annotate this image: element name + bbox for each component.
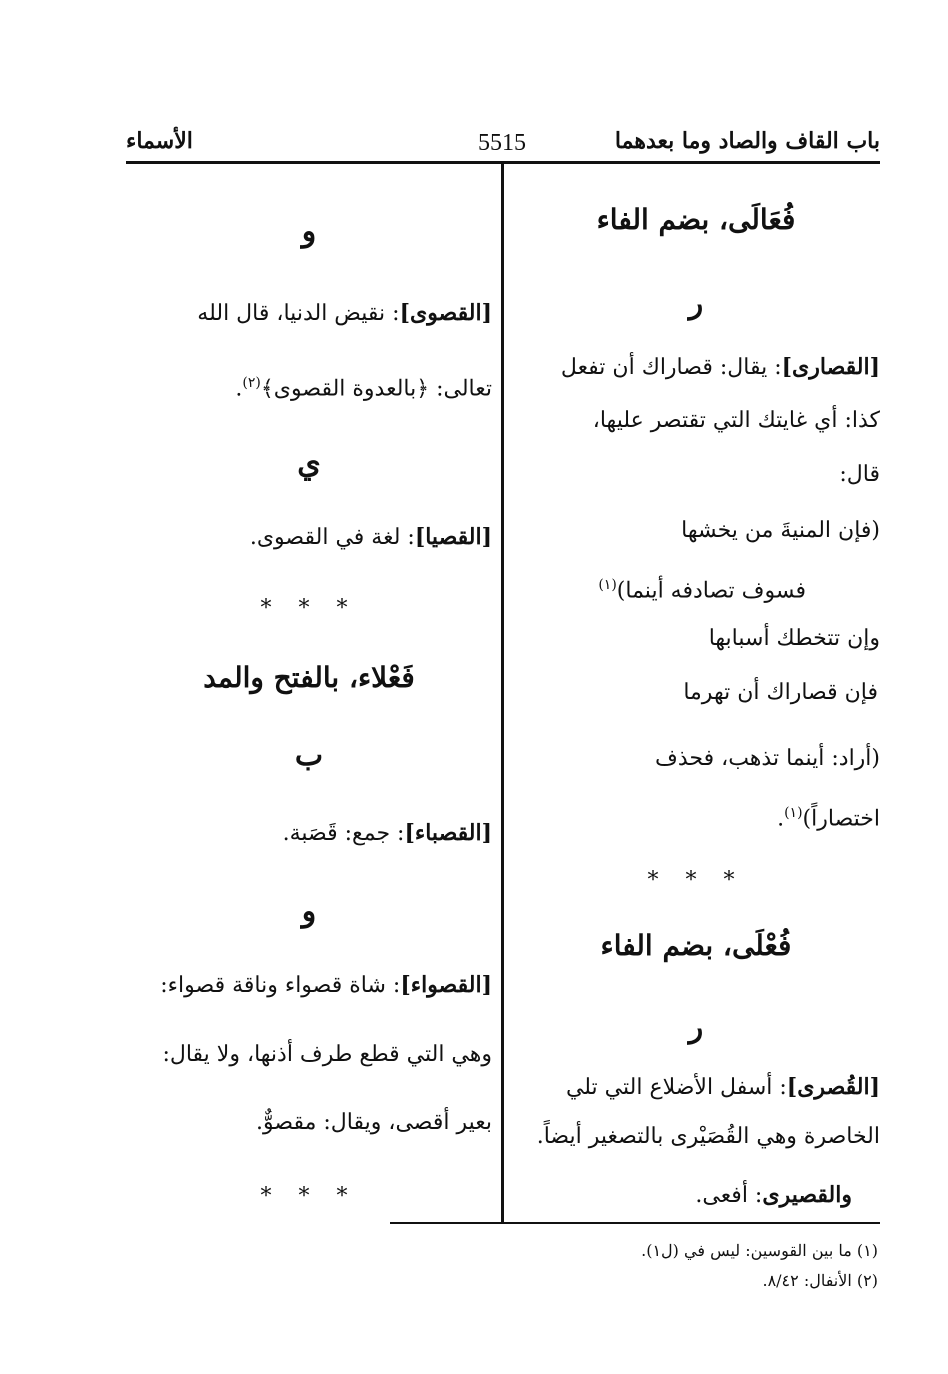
entry-line [283, 818, 492, 849]
entry-term: [القصيا] [414, 524, 492, 550]
entry-line [250, 522, 492, 553]
entry-line [235, 368, 492, 404]
footnote-ref: (١) [598, 577, 617, 593]
section-separator: * * * [260, 1184, 358, 1209]
entry-line: بعير أقصى، ويقال: مقصوٌّ. [256, 1110, 492, 1135]
running-header [120, 128, 880, 164]
entry-line [160, 970, 492, 1001]
entry-text: : أفعى. [695, 1183, 763, 1208]
entry-text: : شاة قصواء وناقة قصواء: [160, 973, 401, 998]
footnotes [378, 1236, 878, 1296]
pattern-heading: فَعْلاء، بالفتح والمد [203, 661, 415, 694]
verse-text: فسوف تصادفه أينما) [616, 578, 806, 604]
entry-text: اختصاراً) [802, 806, 880, 832]
footnote: (٢) الأنفال: ٨/٤٢. [762, 1271, 878, 1290]
section-separator: * * * [647, 868, 745, 893]
pattern-heading: فُعَالَى، بضم الفاء [596, 203, 796, 236]
root-letter: ر [688, 286, 704, 321]
entry-term: والقصيرى [762, 1182, 852, 1208]
verse-line: فإن قصاراك أن تهرما [683, 680, 878, 705]
verse-line: (فإن المنيةَ من يخشها [681, 518, 880, 543]
root-letter: ب [294, 738, 324, 773]
entry-text: : نقيض الدنيا، قال الله [197, 301, 400, 326]
footnote-ref: (٢) [242, 375, 261, 391]
entry-text: . [777, 806, 785, 832]
entry-line [777, 798, 880, 834]
entry-text: : يقال: قصاراك أن تفعل [560, 355, 782, 380]
verse-line [598, 570, 806, 606]
entry-text: تعالى: ﴿بالعدوة القصوى﴾ [260, 376, 492, 402]
entry-term: [القصارى] [781, 354, 880, 380]
entry-text: . [235, 376, 243, 402]
entry-line: كذا: أي غايتك التي تقتصر عليها، [592, 408, 880, 433]
root-letter: و [301, 894, 317, 929]
entry-term: [القصباء] [404, 820, 492, 846]
root-letter: و [301, 214, 317, 249]
entry-line: قال: [839, 462, 880, 487]
footnote-rule [390, 1222, 880, 1224]
footnote-ref: (١) [784, 805, 803, 821]
column-divider [501, 164, 504, 1224]
root-letter: ي [297, 446, 321, 481]
page-number: 5515 [478, 130, 526, 156]
entry-text: : جمع: قَصَبة. [282, 821, 405, 846]
entry-line [561, 352, 880, 383]
section-title: الأسماء [126, 128, 193, 154]
root-letter: ر [688, 1010, 704, 1045]
footnote: (١) ما بين القوسين: ليس في (ل١). [641, 1241, 878, 1260]
entry-line [197, 298, 492, 329]
entry-text: : لغة في القصوى. [249, 525, 415, 550]
entry-text: : أسفل الأضلاع التي تلي [565, 1075, 787, 1100]
entry-line: الخاصرة وهي القُصَيْرى بالتصغير أيضاً. [536, 1124, 880, 1149]
entry-line [695, 1180, 852, 1211]
pattern-heading: فُعْلَى، بضم الفاء [600, 929, 792, 962]
entry-line [566, 1072, 880, 1103]
verse-line: وإن تتخطك أسبابها [708, 626, 880, 651]
section-separator: * * * [260, 596, 358, 621]
entry-term: [القصوى] [399, 300, 492, 326]
entry-term: [القُصرى] [786, 1074, 880, 1100]
entry-line: (أراد: أينما تذهب، فحذف [655, 746, 880, 771]
entry-line: وهي التي قطع طرف أذنها، ولا يقال: [162, 1042, 492, 1067]
chapter-title: باب القاف والصاد وما بعدهما [614, 128, 880, 154]
entry-term: [القصواء] [400, 972, 492, 998]
